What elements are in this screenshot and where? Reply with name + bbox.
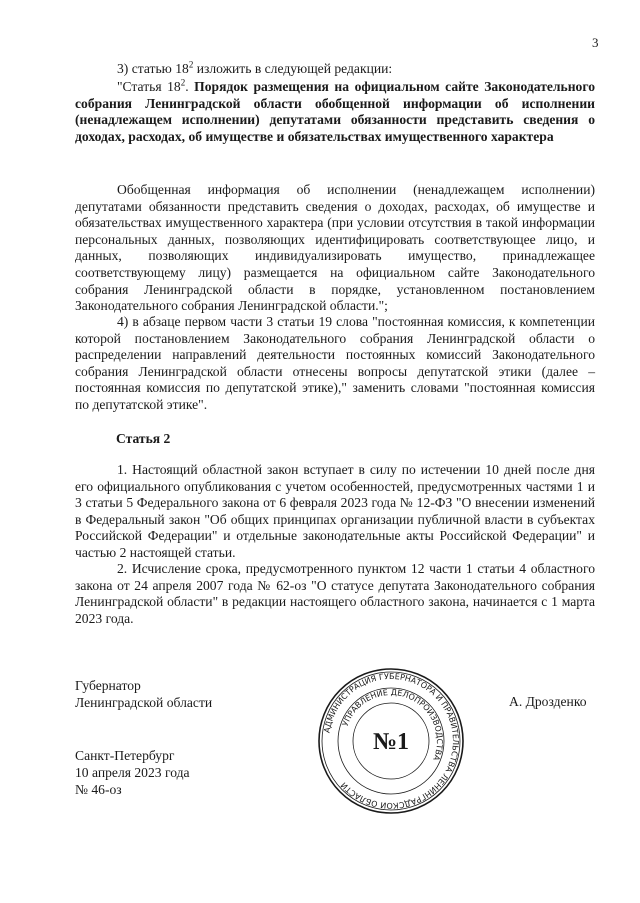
amendment-3-intro: [75, 61, 595, 78]
signature-title-line-1: Губернатор: [75, 678, 141, 693]
article-title-bold: Порядок размещения на официальном сайте Законодательного собрания Ленинградской области обобщенной информации об исполнении (ненадлежащем исполнении) депутатами обязанности представить сведения о доходах, расходах, об имуществе и обязательствах имущественного характера: [75, 79, 595, 144]
signature-title: [75, 677, 212, 711]
page-number: 3: [592, 35, 599, 50]
signature-title-line-2: Ленинградской области: [75, 695, 213, 710]
law-number: № 46-оз: [75, 782, 122, 797]
article-title-prefix: "Статья 18: [117, 79, 181, 94]
intro-superscript: 2: [188, 59, 194, 70]
article-18-2-body: Обобщенная информация об исполнении (ненадлежащем исполнении) депутатами обязанности представить сведения о доходах, расходах, об имуществе и обязательствах имущественного характера (при условии отсутствия в такой информации персональных данных, позволяющих идентифицировать соответствующее лицо, и данных, позволяющих индивидуализировать имущество, принадлежащее соответствующему лицу) размещается на официальном сайте Законодательного собрания Ленинградской области в порядке, установленном постановлением Законодательного собрания Ленинградской области.";: [75, 182, 595, 314]
article-title-superscript: 2: [180, 77, 186, 88]
seal-outer-text: АДМИНИСТРАЦИЯ ГУБЕРНАТОРА И ПРАВИТЕЛЬСТВА ЛЕНИНГРАДСКОЙ ОБЛАСТИ: [322, 671, 461, 811]
date: 10 апреля 2023 года: [75, 765, 190, 780]
article-2-heading: Статья 2: [116, 431, 171, 446]
article-2-para-1: 1. Настоящий областной закон вступает в силу по истечении 10 дней после дня его официального опубликования с учетом особенностей, предусмотренных частями 1 и 3 статьи 5 Федерального закона от 6 февраля 2023 года № 12-ФЗ "О внесении изменений в Федеральный закон "Об общих принципах организации публичной власти в субъектах Российской Федерации" и отдельные законодательные акты Российской Федерации" и частью 2 настоящей статьи.: [75, 462, 595, 560]
intro-text-end: изложить в следующей редакции:: [193, 61, 393, 76]
official-seal: [316, 666, 466, 816]
article-2-para-2: 2. Исчисление срока, предусмотренного пунктом 12 части 1 статьи 4 областного закона от 24 апреля 2007 года № 62-оз "О статусе депутата Законодательного собрания Ленинградской области" в редакции настоящего областного закона, начинается с 1 марта 2023 года.: [75, 561, 595, 626]
amendment-4: 4) в абзаце первом части 3 статьи 19 слова "постоянная комиссия, к компетенции которой постановлением Законодательного собрания Ленинградской области о распределении направлений деятельности постоянных комиссий Законодательного собрания Ленинградской области отнесены вопросы депутатской этики (далее – постоянная комиссия по депутатской этике)," заменить словами "постоянная комиссия по депутатской этике".: [75, 314, 595, 412]
city: Санкт-Петербург: [75, 748, 175, 763]
article-title-dot: .: [185, 79, 195, 94]
intro-text: 3) статью 18: [117, 61, 189, 76]
signature-name: А. Дрозденко: [509, 694, 587, 709]
seal-center-number: №1: [372, 729, 410, 755]
article-18-2-title: [75, 79, 595, 145]
seal-inner-text: УПРАВЛЕНИЕ ДЕЛОПРОИЗВОДСТВА: [340, 687, 445, 762]
place-date-block: [75, 747, 190, 798]
